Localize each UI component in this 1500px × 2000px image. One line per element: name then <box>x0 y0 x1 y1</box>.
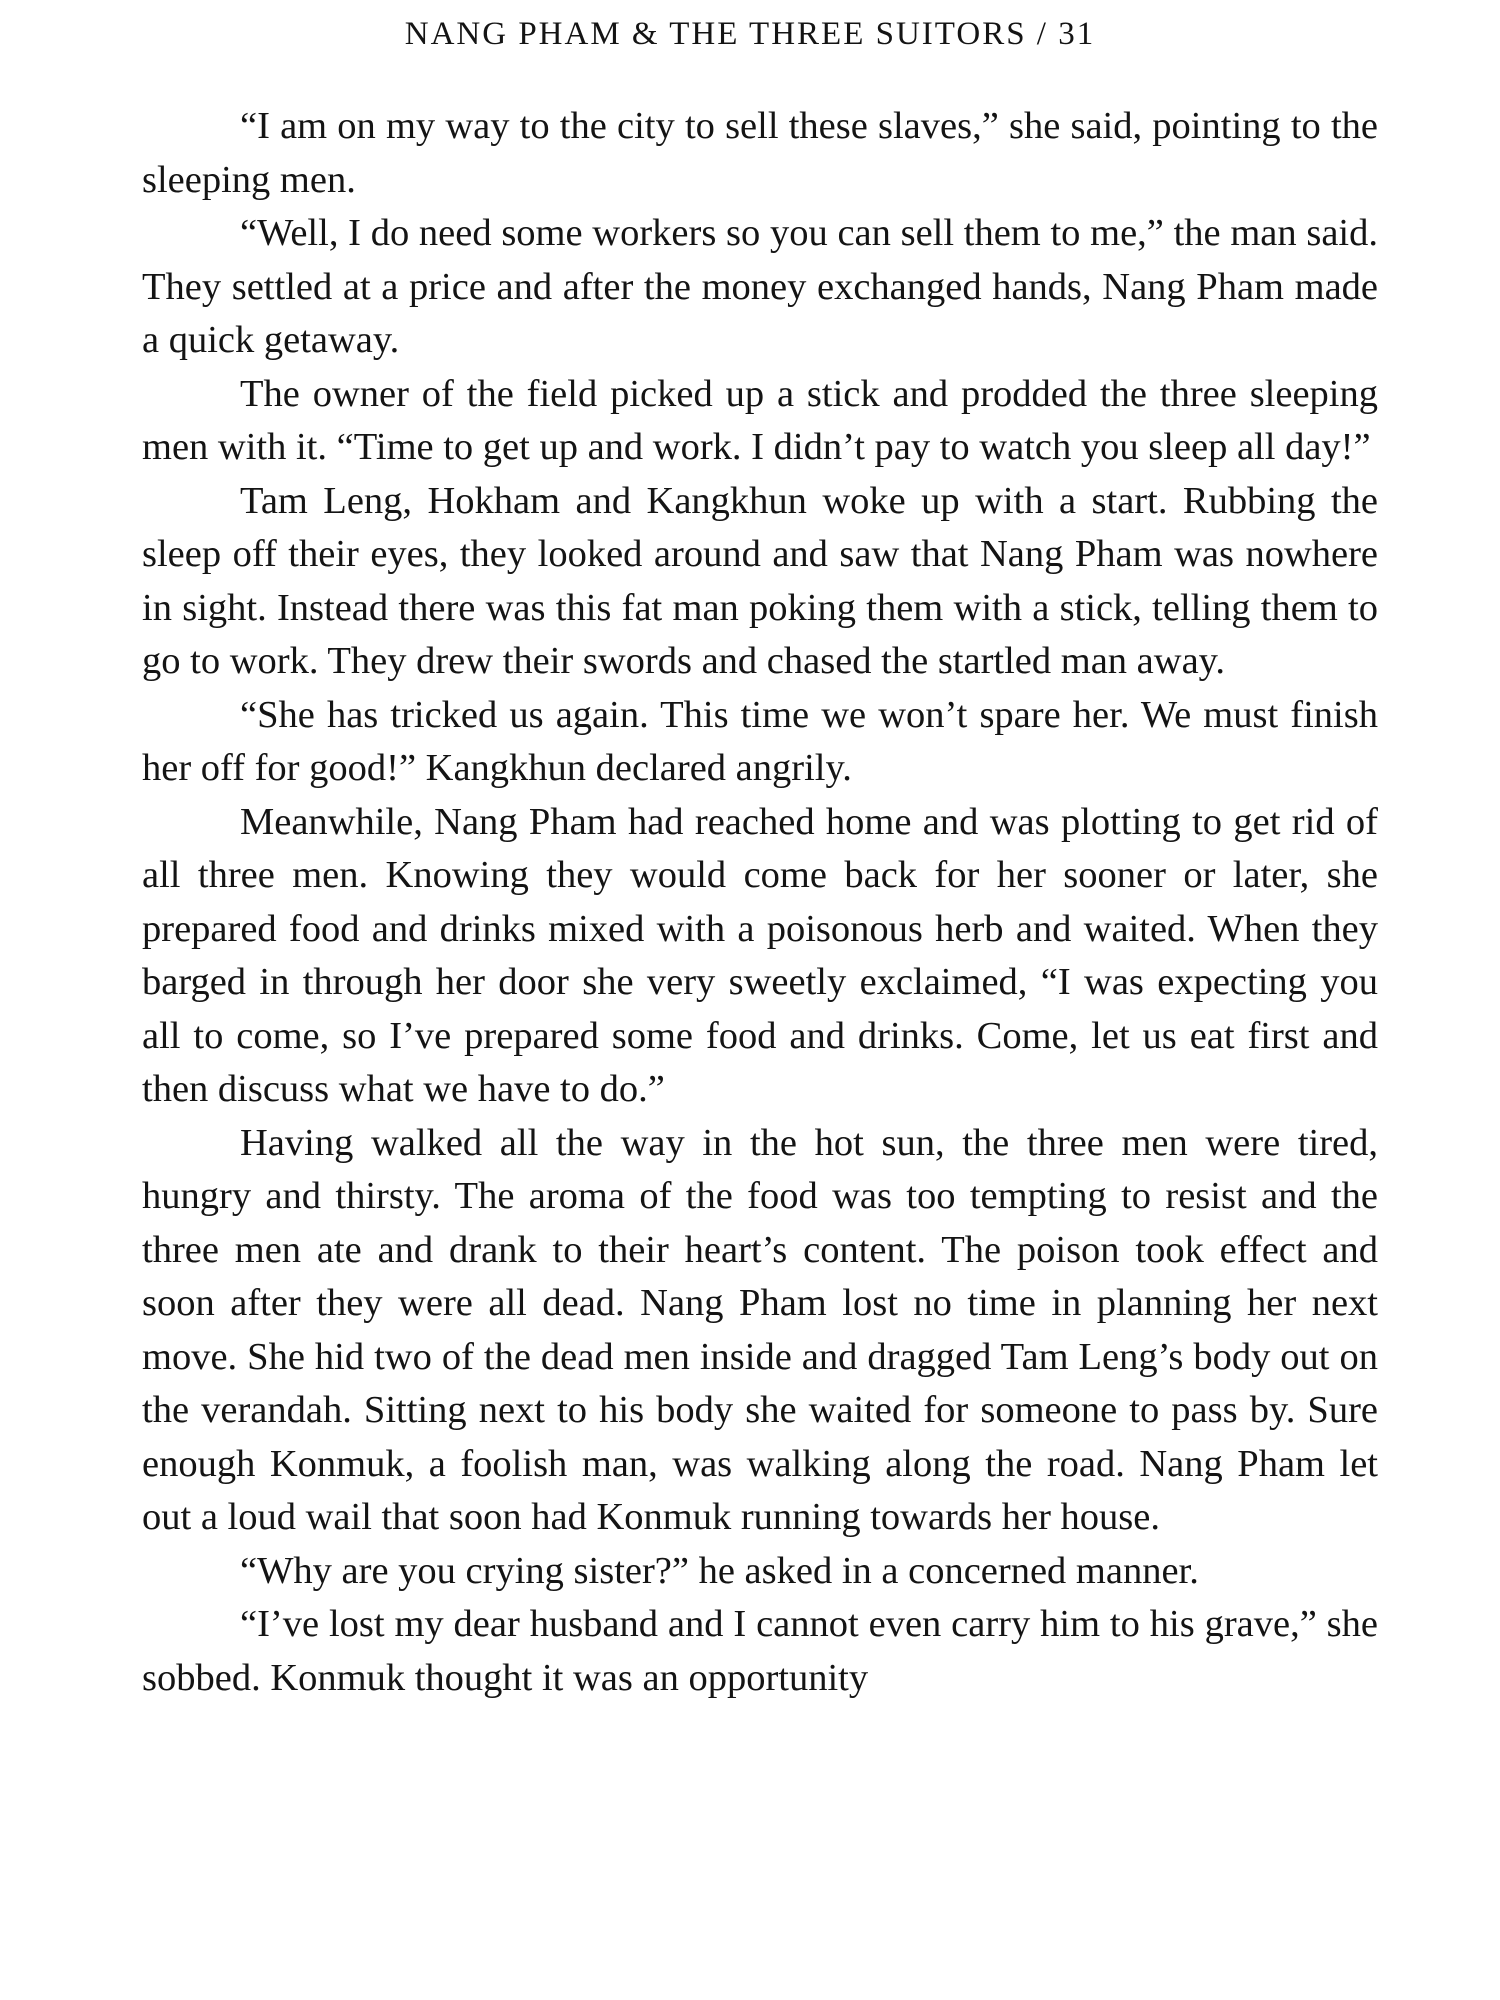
body-text <box>142 100 1378 1705</box>
running-head: NANG PHAM & THE THREE SUITORS / 31 <box>404 16 1096 52</box>
paragraph-1: “I am on my way to the city to sell these slaves,” she said, pointing to the sleeping men. <box>142 105 1378 201</box>
paragraph-3: The owner of the field picked up a stick and prodded the three sleeping men with it. “Time to get up and work. I didn’t pay to watch you sleep all day!” <box>142 372 1378 468</box>
paragraph-4: Tam Leng, Hokham and Kangkhun woke up with a start. Rubbing the sleep off their eyes, they looked around and saw that Nang Pham was nowhere in sight. Instead there was this fat man poking them with a stick, telling them to go to work. They drew their swords and chased the startled man away. <box>142 479 1378 682</box>
paragraph-7: Having walked all the way in the hot sun, the three men were tired, hungry and thirsty. The aroma of the food was too tempting to resist and the three men ate and drank to their heart’s content. The poison took effect and soon after they were all dead. Nang Pham lost no time in planning her next move. She hid two of the dead men inside and dragged Tam Leng’s body out on the verandah. Sitting next to his body she waited for someone to pass by. Sure enough Konmuk, a foolish man, was walking along the road. Nang Pham let out a loud wail that soon had Konmuk running towards her house. <box>142 1121 1378 1538</box>
paragraph-8: “Why are you crying sister?” he asked in a concerned manner. <box>240 1549 1199 1592</box>
paragraph-9: “I’ve lost my dear husband and I cannot even carry him to his grave,” she sobbed. Konmuk thought it was an opportunity <box>142 1603 1378 1699</box>
paragraph-5: “She has tricked us again. This time we won’t spare her. We must finish her off for good!” Kangkhun declared angrily. <box>142 693 1378 789</box>
paragraph-6: Meanwhile, Nang Pham had reached home and was plotting to get rid of all three men. Knowing they would come back for her sooner or later, she prepared food and drinks mixed with a poisonous herb and waited. When they barged in through her door she very sweetly exclaimed, “I was expecting you all to come, so I’ve prepared some food and drinks. Come, let us eat first and then discuss what we have to do.” <box>142 800 1378 1110</box>
paragraph-2: “Well, I do need some workers so you can sell them to me,” the man said. They settled at a price and after the money exchanged hands, Nang Pham made a quick getaway. <box>142 212 1378 361</box>
